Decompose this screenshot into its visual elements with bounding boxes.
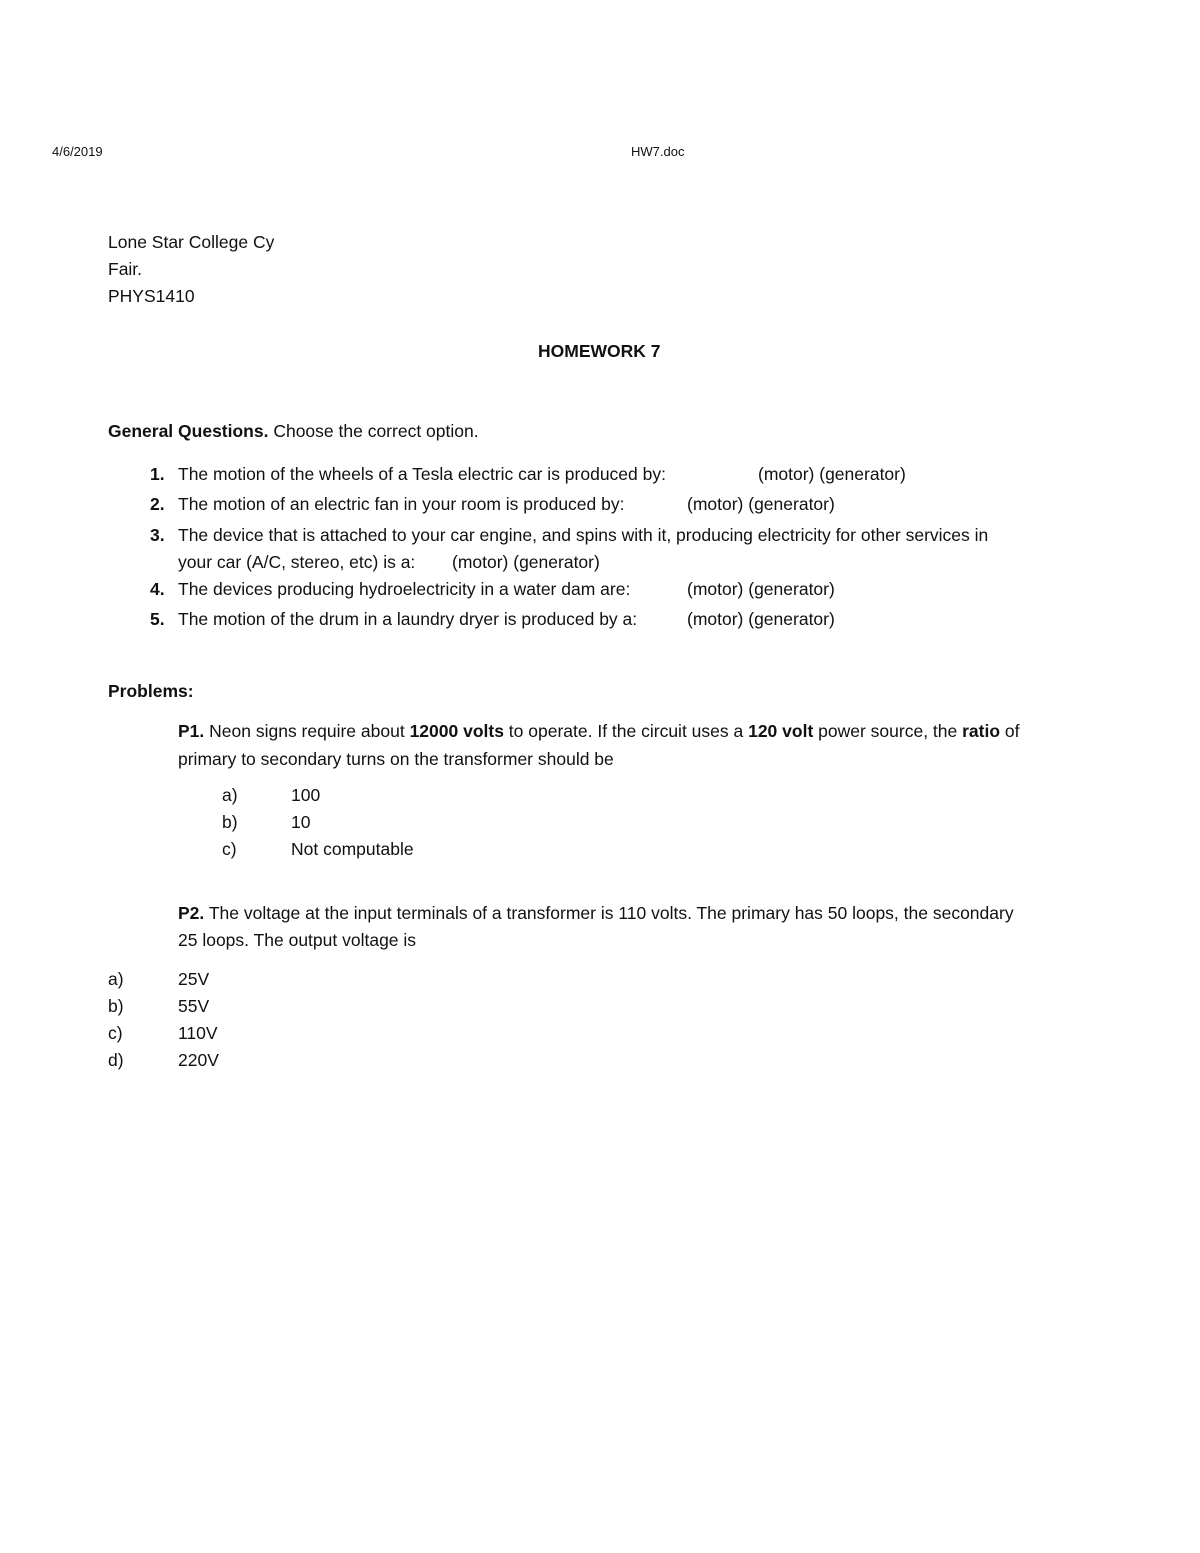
question-number: 4. (150, 579, 165, 599)
problem-text: Neon signs require about (204, 721, 410, 741)
option-value: 100 (291, 785, 321, 805)
problem-1-label: P1. (178, 721, 205, 741)
institution-line1: Lone Star College Cy (108, 232, 275, 252)
option-letter: b) (222, 812, 238, 832)
option-value: 25V (178, 969, 210, 989)
general-questions-heading (108, 421, 479, 442)
option-value: 110V (178, 1023, 218, 1043)
option-letter: b) (108, 996, 124, 1016)
problem-text: power source, the (813, 721, 963, 741)
question-number: 2. (150, 494, 165, 514)
question-options: (motor) (generator) (758, 464, 906, 484)
problem-1-statement-line2: primary to secondary turns on the transformer should be (178, 749, 614, 769)
option-value: 55V (178, 996, 210, 1016)
problem-2-statement (178, 903, 1014, 924)
problem-emphasis: 120 volt (748, 721, 814, 741)
question-number: 5. (150, 609, 165, 629)
question-number: 1. (150, 464, 165, 484)
option-letter: a) (222, 785, 238, 805)
institution-line2: Fair. (108, 259, 143, 279)
page-title: HOMEWORK 7 (538, 341, 661, 361)
problems-heading: Problems: (108, 681, 194, 701)
question-text: The device that is attached to your car engine, and spins with it, producing electricity for other services in (178, 525, 989, 545)
general-heading-label: General Questions. (108, 421, 269, 441)
option-letter: c) (108, 1023, 123, 1043)
problem-1-statement (178, 721, 1020, 742)
option-letter: d) (108, 1050, 124, 1070)
question-text: your car (A/C, stereo, etc) is a: (178, 552, 416, 572)
question-text: The motion of the drum in a laundry dryer is produced by a: (178, 609, 638, 629)
problem-text: of (1000, 721, 1020, 741)
question-options: (motor) (generator) (687, 609, 835, 629)
question-text: The motion of an electric fan in your room is produced by: (178, 494, 625, 514)
course-code: PHYS1410 (108, 286, 195, 306)
header-date: 4/6/2019 (52, 144, 103, 159)
problem-text: to operate. If the circuit uses a (503, 721, 749, 741)
question-number: 3. (150, 525, 165, 545)
option-value: 220V (178, 1050, 219, 1070)
option-value: 10 (291, 812, 311, 832)
general-instruction: Choose the correct option. (268, 421, 479, 441)
question-options: (motor) (generator) (452, 552, 600, 572)
option-letter: a) (108, 969, 124, 989)
question-options: (motor) (generator) (687, 494, 835, 514)
problem-text: The voltage at the input terminals of a transformer is 110 volts. The primary has 50 loops, the secondary (204, 903, 1014, 923)
question-text: The motion of the wheels of a Tesla electric car is produced by: (178, 464, 666, 484)
header-filename: HW7.doc (631, 144, 685, 159)
option-value: Not computable (291, 839, 414, 859)
problem-emphasis: ratio (962, 721, 1001, 741)
option-letter: c) (222, 839, 237, 859)
problem-emphasis: 12000 volts (409, 721, 504, 741)
question-options: (motor) (generator) (687, 579, 835, 599)
question-text: The devices producing hydroelectricity in a water dam are: (178, 579, 631, 599)
problem-2-statement-line2: 25 loops. The output voltage is (178, 930, 417, 950)
problem-2-label: P2. (178, 903, 205, 923)
